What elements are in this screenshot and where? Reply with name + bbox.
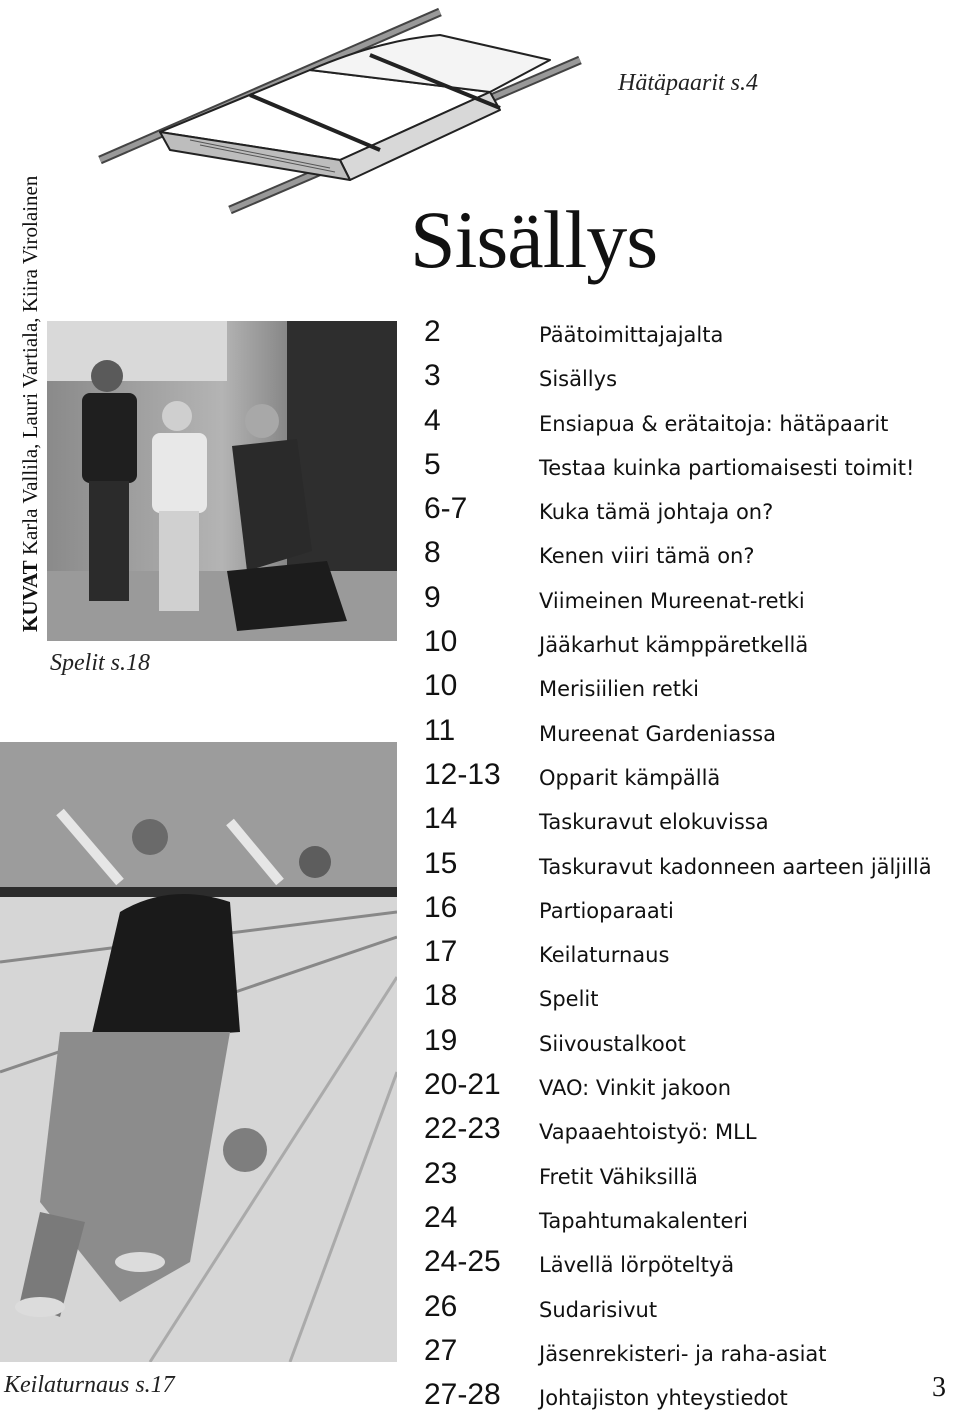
toc-row bbox=[424, 888, 960, 932]
toc-title: Ensiapua & erätaitoja: hätäpaarit bbox=[539, 411, 889, 436]
toc-title: Kenen viiri tämä on? bbox=[539, 544, 755, 569]
toc-row bbox=[424, 1287, 960, 1331]
toc-row bbox=[424, 489, 960, 533]
toc-title: Vapaaehtoistyö: MLL bbox=[539, 1120, 757, 1145]
toc-row bbox=[424, 578, 960, 622]
toc-page: 14 bbox=[424, 802, 458, 836]
toc-page: 19 bbox=[424, 1023, 458, 1057]
toc-row bbox=[424, 755, 960, 799]
toc-page: 16 bbox=[424, 890, 458, 924]
toc-row bbox=[424, 401, 960, 445]
credits-label: KUVAT bbox=[18, 560, 42, 632]
toc-row bbox=[424, 1154, 960, 1198]
toc-row bbox=[424, 799, 960, 843]
toc-title: Testaa kuinka partiomaisesti toimit! bbox=[539, 455, 915, 480]
toc-page: 24-25 bbox=[424, 1245, 501, 1279]
toc-page: 10 bbox=[424, 669, 458, 703]
toc-page: 11 bbox=[424, 713, 456, 747]
caption-hatapaarit: Hätäpaarit s.4 bbox=[618, 70, 759, 96]
toc-row bbox=[424, 1065, 960, 1109]
toc-row bbox=[424, 1242, 960, 1286]
toc-row bbox=[424, 445, 960, 489]
toc-page: 9 bbox=[424, 580, 441, 614]
toc-page: 10 bbox=[424, 625, 458, 659]
table-of-contents bbox=[424, 312, 960, 1419]
stretcher-illustration bbox=[80, 0, 620, 215]
toc-row bbox=[424, 1198, 960, 1242]
toc-row bbox=[424, 932, 960, 976]
toc-row bbox=[424, 711, 960, 755]
page-title: Sisällys bbox=[410, 194, 658, 285]
toc-row bbox=[424, 312, 960, 356]
toc-title: Sisällys bbox=[539, 367, 618, 392]
toc-title: Päätoimittajajalta bbox=[539, 323, 724, 347]
toc-row bbox=[424, 666, 960, 710]
toc-page: 27 bbox=[424, 1333, 458, 1367]
toc-page: 2 bbox=[424, 315, 441, 348]
toc-row bbox=[424, 976, 960, 1020]
caption-keilaturnaus: Keilaturnaus s.17 bbox=[4, 1372, 175, 1398]
caption-spelit: Spelit s.18 bbox=[50, 650, 150, 676]
toc-page: 8 bbox=[424, 536, 441, 570]
toc-title: VAO: Vinkit jakoon bbox=[539, 1076, 732, 1101]
toc-title: Jääkarhut kämppäretkellä bbox=[539, 633, 809, 658]
toc-row bbox=[424, 1109, 960, 1153]
toc-page: 12-13 bbox=[424, 757, 501, 791]
toc-title: Taskuravut elokuvissa bbox=[539, 810, 769, 835]
toc-page: 22-23 bbox=[424, 1112, 501, 1146]
photo-credits bbox=[0, 0, 42, 640]
toc-page: 18 bbox=[424, 979, 458, 1013]
toc-title: Kuka tämä johtaja on? bbox=[539, 500, 774, 525]
toc-title: Viimeinen Mureenat-retki bbox=[539, 588, 805, 613]
page-number: 3 bbox=[932, 1372, 946, 1403]
toc-page: 24 bbox=[424, 1200, 458, 1234]
toc-page: 20-21 bbox=[424, 1068, 501, 1102]
toc-title: Johtajiston yhteystiedot bbox=[539, 1386, 788, 1411]
toc-row bbox=[424, 844, 960, 888]
toc-title: Keilaturnaus bbox=[539, 943, 670, 968]
photo-bowling bbox=[0, 742, 397, 1362]
toc-row bbox=[424, 1375, 960, 1419]
toc-title: Taskuravut kadonneen aarteen jäljillä bbox=[539, 854, 932, 879]
toc-page: 5 bbox=[424, 447, 441, 481]
toc-page: 17 bbox=[424, 935, 458, 969]
toc-row bbox=[424, 1331, 960, 1375]
toc-page: 15 bbox=[424, 846, 458, 880]
toc-title: Lävellä lörpöteltyä bbox=[539, 1253, 735, 1278]
toc-title: Tapahtumakalenteri bbox=[539, 1208, 748, 1233]
toc-title: Opparit kämpällä bbox=[539, 765, 721, 790]
toc-row bbox=[424, 1021, 960, 1065]
toc-title: Fretit Vähiksillä bbox=[539, 1164, 698, 1189]
photo-kids bbox=[47, 321, 397, 641]
toc-title: Siivoustalkoot bbox=[539, 1031, 686, 1056]
toc-page: 26 bbox=[424, 1289, 458, 1323]
toc-page: 4 bbox=[424, 403, 441, 437]
toc-row bbox=[424, 533, 960, 577]
toc-page: 27-28 bbox=[424, 1378, 501, 1412]
credits-names: Karla Vallila, Lauri Vartiala, Kiira Virolainen bbox=[18, 175, 42, 556]
toc-row bbox=[424, 356, 960, 400]
toc-page: 6-7 bbox=[424, 492, 468, 526]
toc-row bbox=[424, 622, 960, 666]
toc-title: Merisiilien retki bbox=[539, 677, 700, 702]
toc-title: Partioparaati bbox=[539, 898, 674, 923]
toc-page: 23 bbox=[424, 1156, 458, 1190]
toc-title: Spelit bbox=[539, 987, 599, 1012]
toc-title: Sudarisivut bbox=[539, 1297, 658, 1322]
toc-title: Mureenat Gardeniassa bbox=[539, 721, 776, 746]
toc-title: Jäsenrekisteri- ja raha-asiat bbox=[539, 1341, 827, 1366]
toc-page: 3 bbox=[424, 359, 441, 393]
